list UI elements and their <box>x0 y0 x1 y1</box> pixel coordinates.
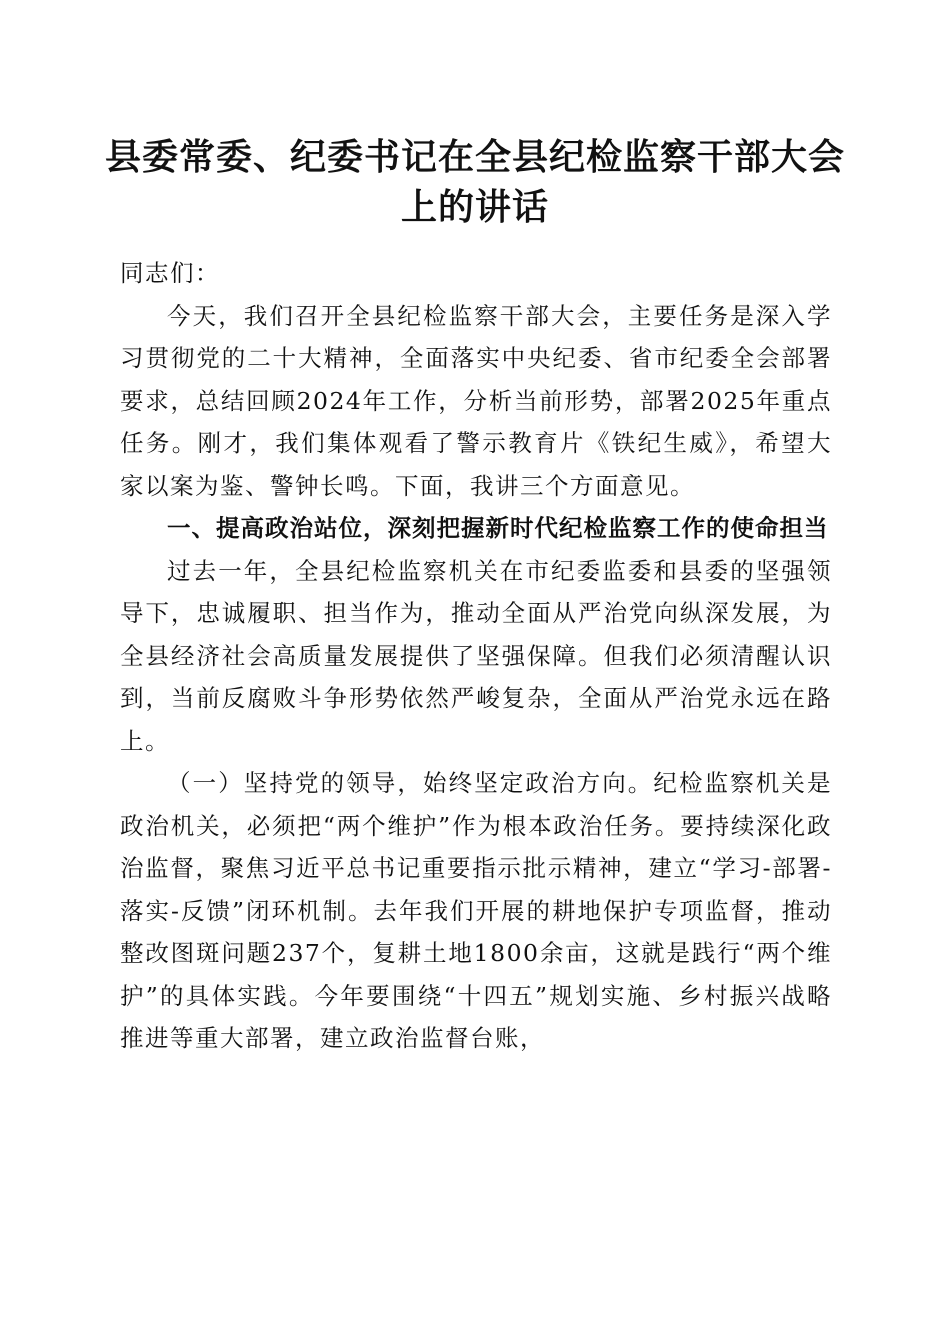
document-title: 县委常委、纪委书记在全县纪检监察干部大会上的讲话 <box>104 136 845 228</box>
paragraph-intro: 今天，我们召开全县纪检监察干部大会，主要任务是深入学习贯彻党的二十大精神，全面落实中央纪委、省市纪委全会部署要求，总结回顾2024年工作，分析当前形势，部署2025年重点任务。刚才，我们集体观看了警示教育片《铁纪生威》，希望大家以案为鉴、警钟长鸣。下面，我讲三个方面意见。 <box>120 301 832 500</box>
document-body <box>120 252 832 1060</box>
section-heading-1: 一、提高政治站位，深刻把握新时代纪检监察工作的使命担当 <box>167 514 829 542</box>
salutation: 同志们： <box>120 259 220 287</box>
paragraph-review: 过去一年，全县纪检监察机关在市纪委监委和县委的坚强领导下，忠诚履职、担当作为，推动全面从严治党向纵深发展，为全县经济社会高质量发展提供了坚强保障。但我们必须清醒认识到，当前反腐败斗争形势依然严峻复杂，全面从严治党永远在路上。 <box>120 556 832 755</box>
paragraph-subsection-1: （一）坚持党的领导，始终坚定政治方向。纪检监察机关是政治机关，必须把“两个维护”作为根本政治任务。要持续深化政治监督，聚焦习近平总书记重要指示批示精神，建立“学习-部署-落实-反馈”闭环机制。去年我们开展的耕地保护专项监督，推动整改图斑问题237个，复耕土地1800余亩，这就是践行“两个维护”的具体实践。今年要围绕“十四五”规划实施、乡村振兴战略推进等重大部署，建立政治监督台账， <box>120 769 832 1052</box>
